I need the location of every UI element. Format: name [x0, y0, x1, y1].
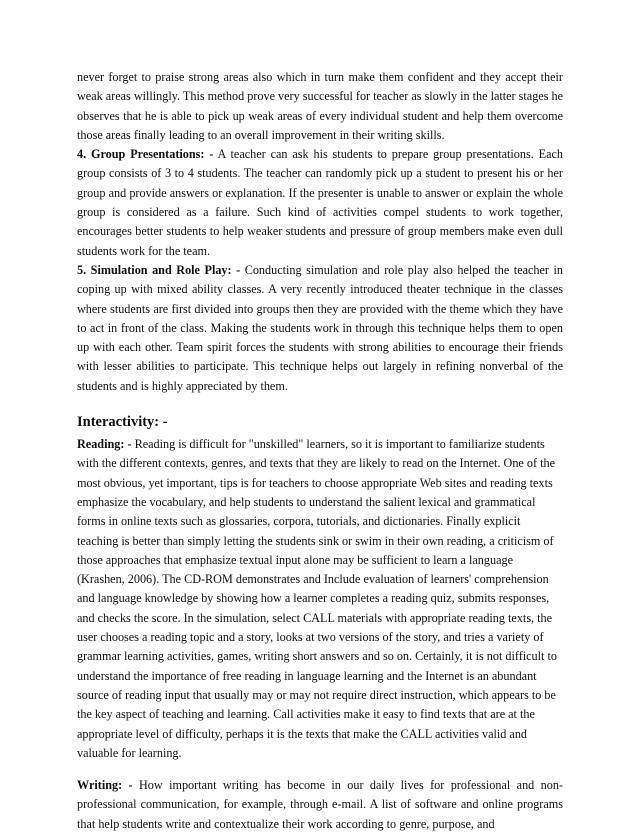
paragraph-spacer — [77, 763, 563, 776]
group-presentations-label: 4. Group Presentations: - — [77, 147, 214, 162]
writing-text: How important writing has become in our daily lives for professional and non-professional communication, for example, through e-mail. A list of software and online programs that help students write and contextualize their work according to genre, purpose, and — [77, 778, 563, 831]
paragraph-writing — [77, 776, 563, 834]
paragraph-simulation-role-play — [77, 261, 563, 396]
writing-label: Writing: - — [77, 778, 133, 793]
group-presentations-text: A teacher can ask his students to prepare group presentations. Each group consists of 3 to 4 students. The teacher can randomly pick up a student to present his or her group and provide answers or explanation. If the presenter is unable to answer or explain the whole group is considered as a failure. Such kind of activities compel students to work together, encourages better students to help weaker students and pressure of group members make even dull students work for the team. — [77, 147, 563, 258]
paragraph-group-presentations — [77, 145, 563, 261]
reading-label: Reading: - — [77, 437, 132, 452]
simulation-role-play-label: 5. Simulation and Role Play: - — [77, 262, 241, 277]
document-page — [77, 68, 563, 834]
section-heading-interactivity: Interactivity: - — [77, 414, 168, 431]
paragraph-reading — [77, 435, 563, 763]
paragraph-continuation: never forget to praise strong areas also which in turn make them confident and they accept their weak areas willingly. This method prove very successful for teacher as slowly in the latter stages he observes that he is able to pick up weak areas of every individual student and help them overcome those areas finally leading to an overall improvement in their writing skills. — [77, 70, 563, 142]
reading-text: Reading is difficult for "unskilled" learners, so it is important to familiarize students with the different contexts, genres, and texts that they are likely to read on the Internet. One of the most obvious, yet important, tips is for teachers to choose appropriate Web sites and reading texts emphasize the vocabulary, and help students to understand the salient lexical and grammatical forms in online texts such as glossaries, corpora, tutorials, and dictionaries. Finally explicit teaching is better than simply letting the students sink or swim in their own reading, a criticism of those approaches that emphasize textual input alone may be sufficient to learn a language (Krashen, 2006). The CD-ROM demonstrates and Include evaluation of learners' comprehension and language knowledge by showing how a learner completes a reading quiz, submits responses, and checks the score. In the simulation, select CALL materials with appropriate reading texts, the user chooses a reading topic and a story, looks at two versions of the story, and tries a variety of grammar learning activities, games, writing short answers and so on. Certainly, it is not difficult to understand the importance of free reading in language learning and the Internet is an abundant source of reading input that usually may or may not require direct instruction, which appears to be the key aspect of teaching and learning. Call activities make it easy to find texts that are at the appropriate level of difficulty, perhaps it is the texts that make the CALL activities valid and valuable for learning. — [77, 437, 557, 760]
simulation-role-play-text: Conducting simulation and role play also helped the teacher in coping up with mixed ability classes. A very recently introduced theater technique in the classes where students are first divided into groups then they are provided with the theme which they have to act in front of the class. Making the students work in through this technique helps them to open up with each other. Team spirit forces the students with strong abilities to encourage their friends with lesser abilities to participate. This technique helps out largely in refining nonverbal of the students and is highly appreciated by them. — [77, 262, 563, 393]
